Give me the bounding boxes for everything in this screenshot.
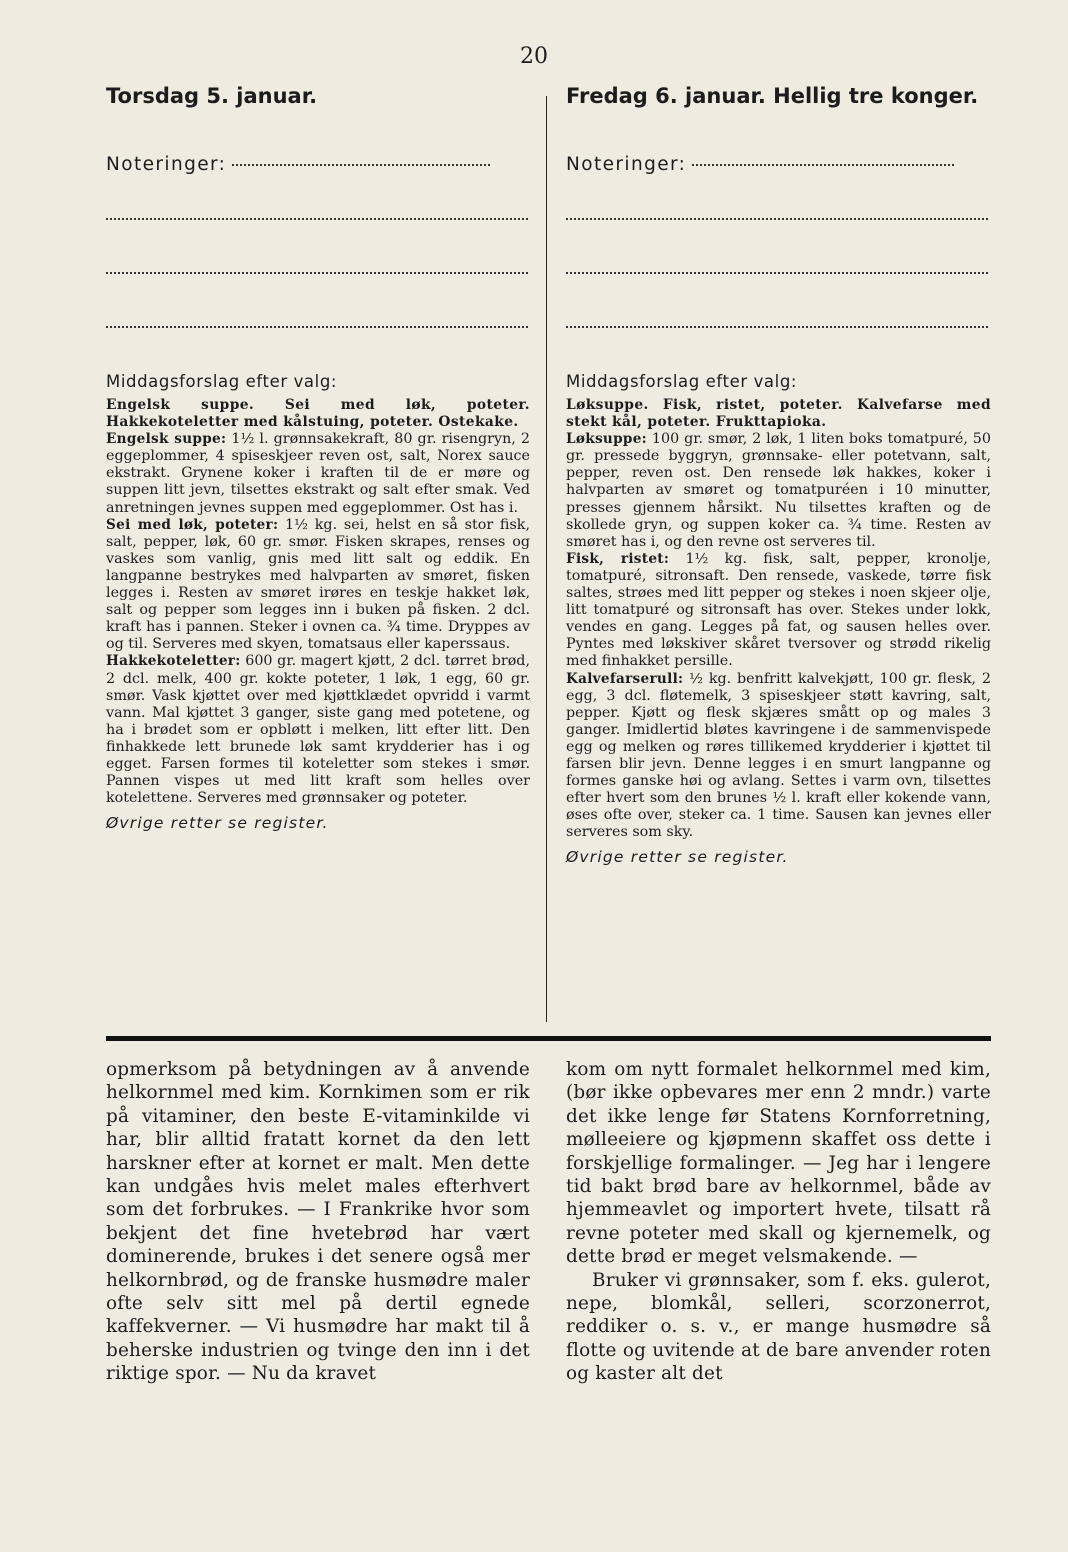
more-recipes-note: Øvrige retter se register. [106, 814, 329, 833]
recipe-text: 600 gr. magert kjøtt, 2 dcl. tørret brød, 2 dcl. melk, 400 gr. kokte poteter, 1 løk, 1 egg, 60 gr. smør. Vask kjøttet over med kjøttklædet opvridd i varmt vann. Mal kjøttet 3 ganger, siste gang med potetene, og ha i brødet som er opbløtt i melken, litt efter litt. Den finhakkede lett brunede løk samt krydderier has i og egget. Farsen formes til koteletter som stekes i smør. Pannen vispes ut med litt kraft som helles over kotelettene. Serveres med grønnsaker og poteter. [106, 653, 531, 807]
recipe-paragraph [106, 653, 530, 807]
menu-summary: Engelsk suppe. Sei med løk, poteter. Hakkekoteletter med kålstuing, poteter. Ostekake. [106, 397, 530, 431]
article-text-left [106, 1058, 530, 1386]
recipe-text: ½ kg. benfritt kalvekjøtt, 100 gr. flesk, 2 egg, 3 dcl. fløtemelk, 3 spiseskjeer støtt kavring, salt, pepper. Kjøtt og flesk skjæres smått op og males 3 ganger. Imidlertid bløtes kavringene i de sammenvispede egg og melken og røres tillikemed krydderier i kjøttet til farsen blir jevn. Denne legges i en smurt langpanne og formes ganske høi og avlang. Settes i varm ovn, tilsettes efter hvert som den brunes ½ l. kraft eller kokende vann, øses ofte over, steker ca. 1 time. Sausen kan jevnes eller serveres som sky. [566, 670, 991, 841]
article-text-right [566, 1058, 991, 1386]
notes-label: Noteringer: [566, 154, 687, 175]
notes-dotted-line [106, 326, 528, 328]
notes-dotted-line [232, 164, 490, 166]
recipe-text: 100 gr. smør, 2 løk, 1 liten boks tomatpuré, 50 gr. pressede byggryn, grønnsake- eller potetvann, salt, pepper, reven ost. Den rensede løk hakkes, koker i halvparten av smøret og tomatpuréen i 10 minutter, presses gjennem hårsikt. Nu tilsettes kraften og de skollede gryn, og suppen koker ca. ¾ time. Resten av smøret has i, og den revne ost serveres til. [566, 431, 991, 550]
more-recipes-note: Øvrige retter se register. [566, 848, 789, 867]
notes-dotted-line [566, 326, 988, 328]
recipe-text: 1½ l. grønnsakekraft, 80 gr. risengryn, 2 eggeplommer, 4 spiseskjeer reven ost, salt, Norex sauce ekstrakt. Grynene koker i kraften til de er møre og suppen litt jevn, tilsettes ekstrakt og salt efter smak. Ved anretningen jevnes suppen med eggeplommer. Ost has i. [106, 431, 530, 516]
notes-field-thursday [106, 154, 490, 175]
day-heading-thursday: Torsdag 5. januar. [106, 84, 318, 108]
notes-dotted-line [566, 272, 988, 274]
article-paragraph: kom om nytt formalet helkornmel med kim, (bør ikke opbevares mer enn 2 mndr.) varte det ikke lenge før Statens Kornforretning, mølleeiere og kjøpmenn skaffet oss dette i forskjellige formalinger. — Jeg har i lengere tid bakt brød bare av helkornmel, både av hjemmeavlet og importert hvete, tilsatt rå revne poteter med skall og kjernemelk, og dette brød er meget velsmakende. — [566, 1059, 991, 1268]
dinner-suggestions-friday [566, 372, 991, 867]
recipe-name: Sei med løk, poteter: [106, 516, 279, 533]
recipe-name: Fisk, ristet: [566, 550, 670, 567]
notes-dotted-line [106, 218, 528, 220]
notes-label: Noteringer: [106, 154, 227, 175]
suggestion-title: Middagsforslag efter valg: [566, 372, 798, 391]
notes-dotted-line [566, 218, 988, 220]
recipe-paragraph [566, 671, 991, 842]
column-divider [546, 96, 547, 1022]
recipe-paragraph [566, 551, 991, 671]
article-paragraph: Bruker vi grønnsaker, som f. eks. gulerot, nepe, blomkål, selleri, scorzonerrot, reddiker o. s. v., er mange husmødre så flotte og uvitende at de bare anvender roten og kaster alt det [566, 1269, 991, 1385]
menu-summary: Løksuppe. Fisk, ristet, poteter. Kalvefarse med stekt kål, poteter. Frukttapioka. [566, 397, 991, 431]
notes-field-friday [566, 154, 954, 175]
recipe-name: Løksuppe: [566, 431, 647, 448]
notes-dotted-line [106, 272, 528, 274]
recipe-name: Hakkekoteletter: [106, 653, 241, 670]
page-number: 20 [520, 44, 548, 69]
recipe-name: Engelsk suppe: [106, 431, 227, 448]
dinner-suggestions-thursday [106, 372, 530, 832]
suggestion-title: Middagsforslag efter valg: [106, 372, 338, 391]
recipe-text: 1½ kg. fisk, salt, pepper, kronolje, tomatpuré, sitronsaft. Den rensede, vaskede, tørre fisk saltes, strøes med litt pepper og stekes i noen skjeer olje, litt tomatpuré og sitronsaft has over. Stekes under lokk, vendes en gang. Legges på fat, og sausen helles over. Pyntes med løkskiver skåret tversover og strødd rikelig med finhakket persille. [566, 550, 991, 670]
recipe-name: Kalvefarserull: [566, 670, 684, 687]
recipe-paragraph [566, 431, 991, 551]
recipe-paragraph [106, 517, 530, 654]
recipe-paragraph [106, 431, 530, 516]
day-heading-friday: Fredag 6. januar. Hellig tre konger. [566, 84, 979, 108]
notes-dotted-line [692, 164, 954, 166]
horizontal-rule [106, 1036, 991, 1041]
recipe-text: 1½ kg. sei, helst en så stor fisk, salt, pepper, løk, 60 gr. smør. Fisken skrapes, renses og vaskes som vanlig, gnis med litt salt og eddik. En langpanne bestrykes med halvparten av smøret, fisken legges i. Resten av smøret irøres en teskje hakket løk, salt og pepper som legges inn i buken på fisken. 2 dcl. kraft has i pannen. Steker i ovnen ca. ¾ time. Dryppes av og til. Serveres med skyen, tomatsaus eller kaperssaus. [106, 516, 531, 653]
article-paragraph: opmerksom på betydningen av å anvende helkornmel med kim. Kornkimen som er rik på vitaminer, den beste E-vitaminkilde vi har, blir alltid fratatt kornet da den lett harskner efter at kornet er malt. Men dette kan undgåes hvis melet males efterhvert som det forbrukes. — I Frankrike hvor som bekjent det fine hvetebrød har vært dominerende, brukes i det senere også mer helkornbrød, og de franske husmødre maler ofte selv sitt mel på dertil egnede kaffekverner. — Vi husmødre har makt til å beherske industrien og tvinge den inn i det riktige spor. — Nu da kravet [106, 1059, 530, 1385]
